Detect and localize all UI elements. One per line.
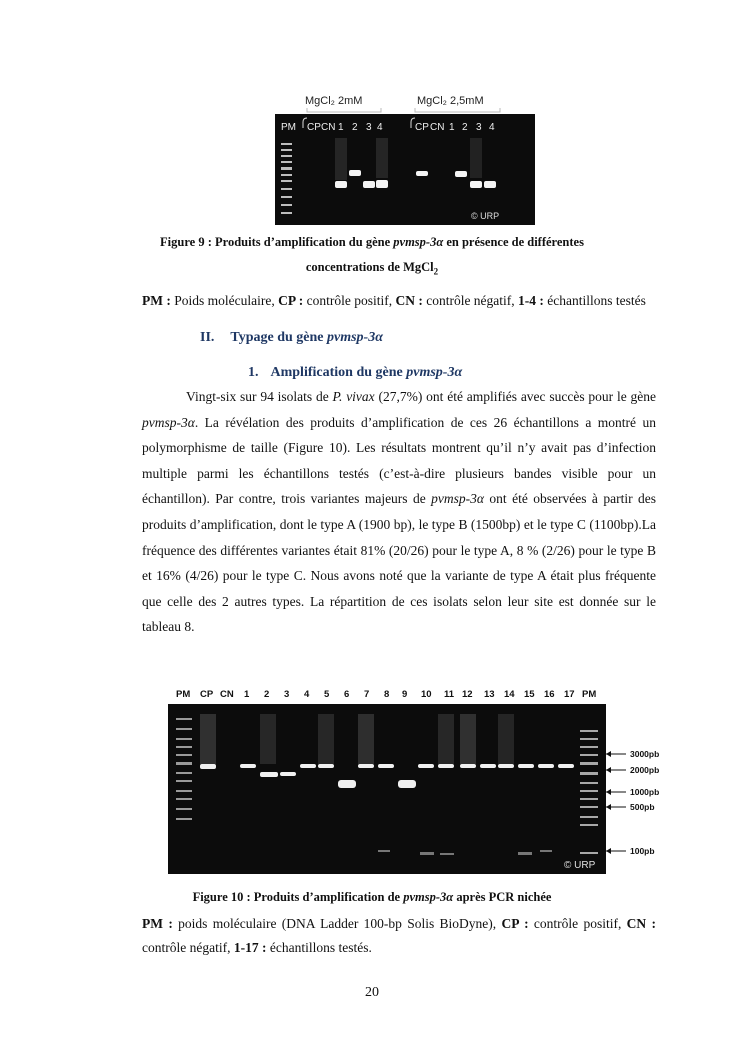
subsection-number: 1. xyxy=(248,365,259,380)
legend10-cn: CN : xyxy=(626,916,656,931)
section-heading xyxy=(200,330,383,346)
legend10-pm-text: poids moléculaire (DNA Ladder 100-bp Solis BioDyne), xyxy=(172,916,502,931)
legend9-pm: PM : xyxy=(142,293,171,308)
fig10-lane-label: PM xyxy=(176,689,191,700)
fig9-caption-prefix: Figure 9 : Produits d’amplification du gène xyxy=(160,235,394,249)
fig10-caption-gene: pvmsp-3α xyxy=(403,890,454,904)
fig9-lane-label: CP xyxy=(415,122,429,133)
legend9-cn: CN : xyxy=(395,293,423,308)
subsection-title: Amplification du gène xyxy=(270,365,407,380)
fig10-lane-label: 13 xyxy=(484,689,495,700)
legend10-samples-text: échantillons testés. xyxy=(266,940,372,955)
fig10-lane-label: 14 xyxy=(504,689,515,700)
fig10-lane-label: 1 xyxy=(244,689,250,700)
fig9-watermark: © URP xyxy=(471,211,500,221)
body-paragraph xyxy=(142,384,656,640)
fig9-lane-label: 4 xyxy=(489,122,495,133)
fig10-lane-label: CP xyxy=(200,689,214,700)
fig9-lane-label: 2 xyxy=(352,122,358,133)
figure9-caption xyxy=(0,235,744,250)
para-italic-gene: pvmsp-3α xyxy=(142,414,195,430)
figure10-caption xyxy=(0,890,744,905)
subsection-title-gene: pvmsp-3α xyxy=(406,365,463,380)
section-title-gene: pvmsp-3α xyxy=(327,330,383,345)
fig10-lane-label: 5 xyxy=(324,689,330,700)
fig9-lane-label: CP xyxy=(307,122,321,133)
para-text-1: Vingt-six sur 94 isolats de xyxy=(186,389,333,404)
fig10-marker-label: 100pb xyxy=(630,846,655,856)
legend10-cp: CP : xyxy=(501,916,529,931)
fig10-lane-label: 10 xyxy=(421,689,432,700)
figure10-gel-image xyxy=(168,684,680,876)
legend10-cp-text: contrôle positif, xyxy=(528,916,622,931)
fig9-lane-label: CN xyxy=(430,122,445,133)
figure10-legend xyxy=(142,912,656,960)
figure10-gel-svg xyxy=(168,684,680,876)
legend10-samples: 1-17 : xyxy=(233,940,267,955)
fig9-group2-label: MgCl₂ 2,5mM xyxy=(417,95,484,107)
fig10-lane-label: 16 xyxy=(544,689,555,700)
fig10-marker-label: 2000pb xyxy=(630,765,660,775)
fig10-lane-label: 6 xyxy=(344,689,350,700)
para-italic-gene: pvmsp-3α xyxy=(431,491,484,507)
para-italic-species: P. vivax xyxy=(332,389,375,404)
fig9-caption-line2-text: concentrations de MgCl xyxy=(305,260,434,274)
fig9-caption-sub: 2 xyxy=(433,266,439,277)
fig10-lane-label: 3 xyxy=(284,689,290,700)
para-text-2: (27,7%) ont été amplifiés avec succès pour le gène xyxy=(374,389,656,404)
fig10-marker-label: 1000pb xyxy=(630,787,660,797)
fig10-lane-label: PM xyxy=(582,689,597,700)
fig9-lane-label: 2 xyxy=(462,122,468,133)
fig10-lane-label: 2 xyxy=(264,689,270,700)
legend9-samples: 1-4 : xyxy=(518,293,544,308)
fig10-marker-label: 500pb xyxy=(630,802,655,812)
fig10-lane-label: 9 xyxy=(402,689,408,700)
figure9-caption-line2 xyxy=(0,260,744,277)
fig10-lane-label: 15 xyxy=(524,689,535,700)
fig9-lane-label: 3 xyxy=(366,122,372,133)
page-number: 20 xyxy=(365,985,379,1000)
fig9-caption-gene: pvmsp-3α xyxy=(393,235,444,249)
fig10-marker-label: 3000pb xyxy=(630,749,660,759)
legend10-pm: PM : xyxy=(142,916,173,931)
fig9-group1-label: MgCl₂ 2mM xyxy=(305,95,363,107)
fig10-lane-label: 11 xyxy=(444,689,455,700)
fig9-lane-label: PM xyxy=(281,122,296,133)
fig10-watermark: © URP xyxy=(564,860,596,871)
fig10-lane-label: 7 xyxy=(364,689,370,700)
fig10-caption-prefix: Figure 10 : Produits d’amplification de xyxy=(192,890,404,904)
fig10-lane-label: 12 xyxy=(462,689,473,700)
legend10-cn-text: contrôle négatif, xyxy=(142,940,234,955)
para-text-4: ont été observées à partir des produits d’amplification, dont le type A (1900 bp), le type B (1500bp) et le type C (1100bp).La fréquence des différentes variantes était 81% (20/26) pour le type A, 8 % (2/26) pour le type B et 16% (4/26) pour le type C. Nous avons noté que la variante de type A était plus fréquente que celle des 2 autres types. La répartition de ces isolats selon leur site est donnée sur le tableau 8. xyxy=(142,491,657,635)
legend9-cp: CP : xyxy=(278,293,304,308)
fig9-lane-label: 3 xyxy=(476,122,482,133)
subsection-heading xyxy=(248,365,462,381)
section-number: II. xyxy=(200,330,215,345)
figure9-legend xyxy=(142,292,656,309)
figure9-gel-svg xyxy=(275,88,535,225)
fig10-lane-label: 8 xyxy=(384,689,390,700)
fig10-lane-label: 17 xyxy=(564,689,575,700)
section-title: Typage du gène xyxy=(230,330,327,345)
fig9-lane-label: 4 xyxy=(377,122,383,133)
fig9-lane-label: 1 xyxy=(338,122,344,133)
para-text-3: . La révélation des produits d’amplification de ces 26 échantillons a montré un polymorphisme de taille (Figure 10). Les résultats montrent qu’il n’y avait pas d’infection multiple parmi les échantillons testés (c’est-à-dire plusieurs bandes visible pour un échantillon). Par contre, trois variantes majeurs de xyxy=(142,414,656,507)
fig9-caption-suffix: en présence de différentes xyxy=(443,235,584,249)
fig9-lane-label: 1 xyxy=(449,122,455,133)
fig10-lane-label: 4 xyxy=(304,689,310,700)
legend9-samples-text: échantillons testés xyxy=(543,293,646,308)
fig9-lane-label: CN xyxy=(321,122,336,133)
fig10-lane-label: CN xyxy=(220,689,234,700)
legend9-pm-text: Poids moléculaire, xyxy=(170,293,279,308)
legend9-cn-text: contrôle négatif, xyxy=(422,293,519,308)
legend9-cp-text: contrôle positif, xyxy=(303,293,396,308)
fig10-caption-suffix: après PCR nichée xyxy=(453,890,552,904)
figure9-gel-image xyxy=(275,88,535,225)
